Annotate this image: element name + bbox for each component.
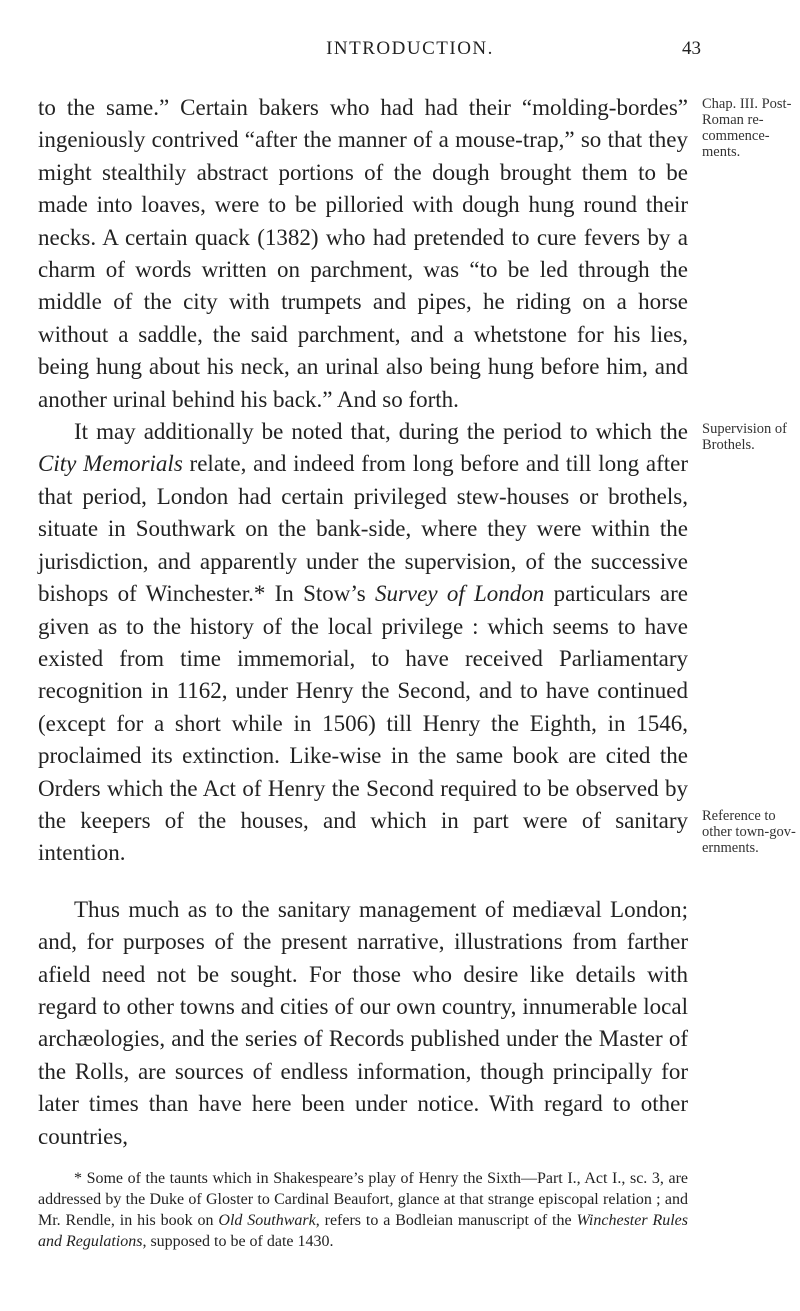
paragraph-3: Thus much as to the sanitary management of mediæval London; and, for purposes of the present narrative, illustrations from farther afield need not be sought. For those who desire like details with regard to other towns and cities of our own country, innumerable local archæologies, and the series of Records published under the Master of the Rolls, are sources of endless information, though principally for later times than have here been under notice. With regard to other countries, bbox=[38, 896, 688, 1149]
body-text bbox=[38, 92, 688, 1153]
margin-note-post-roman: Chap. III. Post-Roman re-commence-ments. bbox=[702, 96, 792, 160]
paragraph-2-part-a: It may additionally be noted that, during the period to which the bbox=[74, 419, 688, 445]
city-memorials-title: City Memorials bbox=[38, 451, 183, 477]
old-southwark-title: Old Southwark bbox=[218, 1212, 316, 1229]
footnotes bbox=[38, 1168, 688, 1252]
winchester-rules-title: Winchester Rules and Regulations bbox=[38, 1212, 689, 1250]
footnote-part-a: * Some of the taunts which in Shakespeare’s play of Henry the Sixth—Part I., Act I., sc. 3, are addressed by the Duke of Gloster to Cardinal Beaufort, glance at that strange episcopal relation ; and Mr. Rendle, in his book on bbox=[38, 1170, 688, 1229]
paragraph-2 bbox=[38, 416, 688, 870]
margin-note-reference: Reference to other town-gov-ernments. bbox=[702, 808, 796, 856]
margin-note-supervision: Supervision of Brothels. bbox=[702, 421, 787, 453]
page-number: 43 bbox=[682, 38, 701, 59]
footnote bbox=[38, 1168, 688, 1252]
paragraph-2-part-b: relate, and indeed from long before and till long after that period, London had certain privileged stew-houses or brothels, situate in Southwark on the bank-side, where they were within the jurisdiction, and apparently under the supervision, of the successive bishops of Winchester.* In Stow’s bbox=[38, 451, 689, 607]
survey-of-london-title: Survey of London bbox=[374, 581, 545, 607]
footnote-part-b: , refers to a Bodleian manuscript of the bbox=[315, 1212, 577, 1229]
paragraph-2-part-c: particulars are given as to the history of the local privilege : which seems to have existed from time immemorial, to have received Parliamentary recognition in 1162, under Henry the Second, and to have continued (except for a short while in 1506) till Henry the Eighth, in 1546, proclaimed its extinction. Like-wise in the same book are cited the Orders which the Act of Henry the Second required to be observed by the keepers of the houses, and which in part were of sanitary intention. bbox=[38, 581, 688, 866]
running-head: INTRODUCTION. bbox=[326, 38, 494, 59]
page-header bbox=[0, 38, 800, 68]
paragraph-1: to the same.” Certain bakers who had had their “molding-bordes” ingeniously contrived “after the manner of a mouse-trap,” so that they might stealthily abstract portions of the dough brought them to be made into loaves, were to be pilloried with dough hung round their necks. A certain quack (1382) who had pretended to cure fevers by a charm of words written on parchment, was “to be led through the middle of the city with trumpets and pipes, he riding on a horse without a saddle, the said parchment, and a whetstone for his lies, being hung about his neck, an urinal also being hung before him, and another urinal behind his back.” And so forth. bbox=[38, 95, 688, 412]
footnote-part-c: , supposed to be of date 1430. bbox=[142, 1233, 334, 1250]
